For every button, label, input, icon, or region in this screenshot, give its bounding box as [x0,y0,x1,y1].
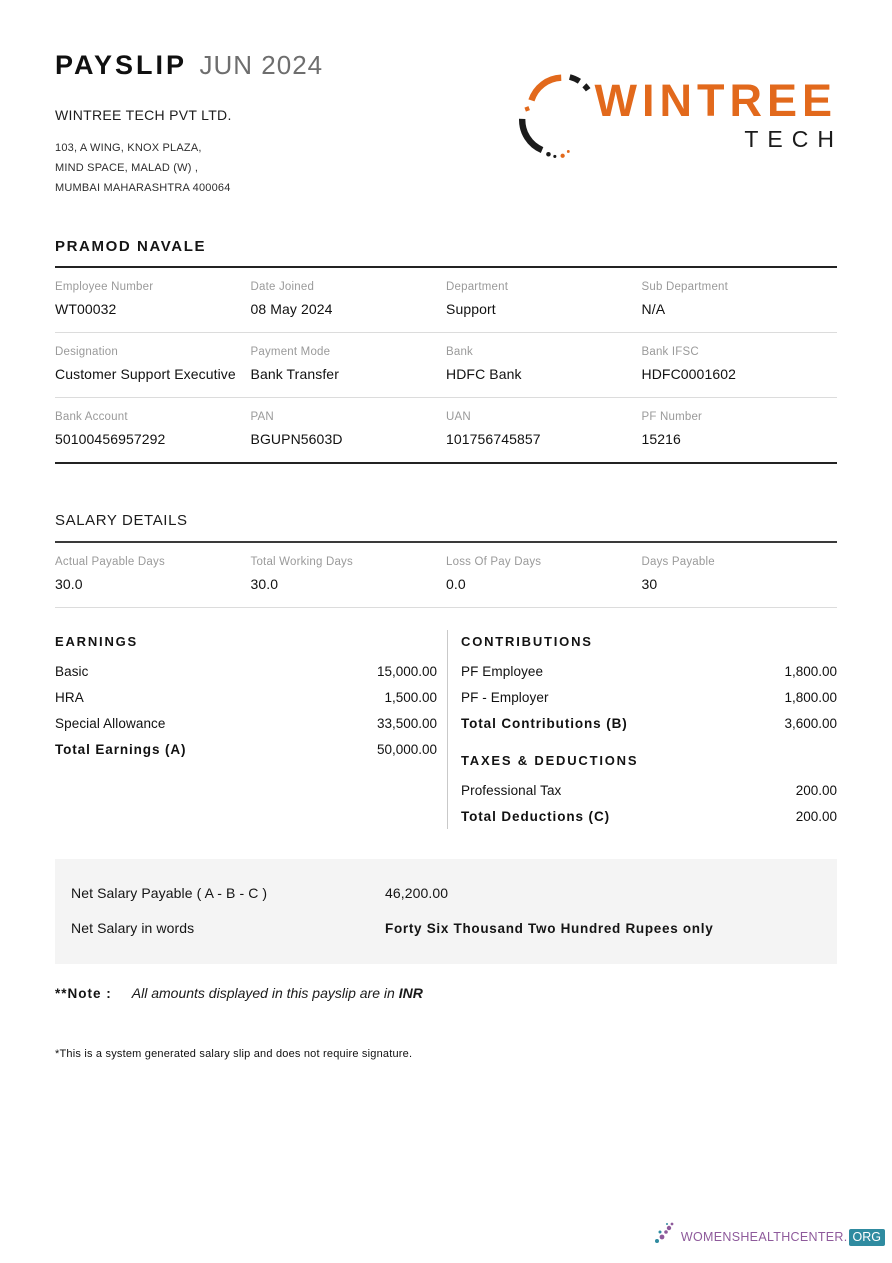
row-amount: 50,000.00 [376,741,437,757]
field-actual-payable-days [55,556,251,592]
company-name: WINTREE TECH PVT LTD. [55,107,232,123]
row-amount: 200.00 [795,782,837,798]
earnings-column [55,630,447,829]
title-line [55,50,323,81]
net-words-value: Forty Six Thousand Two Hundred Rupees only [385,921,714,936]
note-currency: INR [398,985,423,1001]
earnings-heading: EARNINGS [55,634,139,649]
field-employee-number [55,281,251,317]
address-line-2: MIND SPACE, MALAD (W) , [55,162,199,174]
field-label: Payment Mode [250,346,331,358]
net-words-label: Net Salary in words [71,920,195,936]
field-value: HDFC Bank [446,366,522,382]
field-sub-department [642,281,838,317]
watermark-org-badge: ORG [849,1229,885,1246]
field-total-working-days [251,556,447,592]
earnings-contributions-section [55,630,837,829]
row-amount: 1,800.00 [784,663,837,679]
system-generated-note: *This is a system generated salary slip and does not require signature. [55,1048,413,1060]
contributions-heading: CONTRIBUTIONS [461,634,593,649]
field-loss-of-pay-days [446,556,642,592]
employee-row-3 [55,398,837,464]
logo-brand-text: WINTREE [594,75,837,126]
field-label: Employee Number [55,281,154,293]
field-value: 08 May 2024 [250,301,333,317]
deductions-heading: TAXES & DEDUCTIONS [461,753,639,768]
company-address [55,138,323,198]
field-value: Customer Support Executive [55,366,236,382]
employee-row-2 [55,333,837,398]
row-amount: 1,500.00 [384,689,437,705]
row-label: Special Allowance [55,715,166,731]
salary-details-row [55,543,837,608]
field-payment-mode [251,346,447,382]
row-label: PF - Employer [461,689,549,705]
watermark [653,1220,885,1254]
note-text-body: All amounts displayed in this payslip are in [131,985,399,1001]
net-payable-label: Net Salary Payable ( A - B - C ) [71,885,268,901]
employee-name: PRAMOD NAVALE [55,238,837,268]
field-value: 30.0 [55,576,83,592]
field-label: Actual Payable Days [55,556,165,568]
logo-text [594,75,843,153]
field-department [446,281,642,317]
contributions-column [448,630,837,829]
row-label: Professional Tax [461,782,562,798]
deductions-total-row [461,803,837,829]
net-payable-row [71,885,821,901]
field-label: Loss Of Pay Days [446,556,542,568]
field-value: BGUPN5603D [250,431,343,447]
row-label: PF Employee [461,663,544,679]
row-amount: 15,000.00 [376,663,437,679]
field-label: Bank Account [55,411,128,423]
pay-period: JUN 2024 [199,50,324,80]
field-value: Support [446,301,496,317]
field-days-payable [642,556,838,592]
field-value: 50100456957292 [55,431,166,447]
field-value: WT00032 [55,301,117,317]
address-line-1: 103, A WING, KNOX PLAZA, [55,142,202,154]
page-title: PAYSLIP [55,50,188,80]
employee-row-1 [55,268,837,333]
address-line-3: MUMBAI MAHARASHTRA 400064 [55,182,231,194]
contributions-row-pf-employer [461,684,837,710]
employee-section [55,238,837,464]
field-value: 101756745857 [446,431,541,447]
row-amount: 3,600.00 [784,715,837,731]
logo-sub-text: TECH [744,126,843,152]
row-label: HRA [55,689,84,705]
earnings-row-basic [55,658,437,684]
deductions-row-professional-tax [461,777,837,803]
row-amount: 33,500.00 [376,715,437,731]
watermark-dots-icon [653,1220,679,1246]
note-label: **Note : [55,986,112,1001]
contributions-row-pf-employee [461,658,837,684]
field-label: Department [446,281,509,293]
field-value: N/A [641,301,666,317]
row-label: Total Deductions (C) [461,808,610,824]
row-amount: 1,800.00 [784,689,837,705]
earnings-total-row [55,736,437,762]
net-salary-box [55,859,837,964]
header [55,50,843,198]
field-date-joined [251,281,447,317]
field-label: Sub Department [641,281,729,293]
row-amount: 200.00 [795,808,837,824]
field-value: 30.0 [250,576,279,592]
field-designation [55,346,251,382]
row-label: Basic [55,663,89,679]
net-words-row [71,920,821,936]
field-value: 15216 [641,431,681,447]
field-label: Date Joined [250,281,315,293]
field-label: PF Number [641,411,703,423]
field-label: Days Payable [641,556,715,568]
field-pan [251,411,447,447]
field-label: PAN [250,411,274,423]
net-payable-amount: 46,200.00 [385,885,449,901]
field-uan [446,411,642,447]
salary-details-section [55,512,837,608]
company-logo [513,64,843,168]
watermark-text: WOMENSHEALTHCENTER. [680,1230,848,1244]
field-label: Total Working Days [250,556,353,568]
earnings-row-hra [55,684,437,710]
note-line [55,985,837,1001]
field-label: Bank [446,346,474,358]
header-left [55,50,323,198]
earnings-row-special-allowance [55,710,437,736]
contributions-total-row [461,710,837,736]
field-value: 0.0 [446,576,466,592]
field-bank-ifsc [642,346,838,382]
salary-details-heading: SALARY DETAILS [55,512,837,543]
field-bank [446,346,642,382]
field-label: UAN [446,411,471,423]
row-label: Total Earnings (A) [55,741,187,757]
field-value: 30 [641,576,658,592]
field-label: Designation [55,346,118,358]
note-text [132,985,423,1001]
field-bank-account [55,411,251,447]
field-value: HDFC0001602 [641,366,736,382]
field-pf-number [642,411,838,447]
field-value: Bank Transfer [250,366,339,382]
wintree-logo-mark-icon [513,64,591,168]
field-label: Bank IFSC [641,346,699,358]
row-label: Total Contributions (B) [461,715,628,731]
